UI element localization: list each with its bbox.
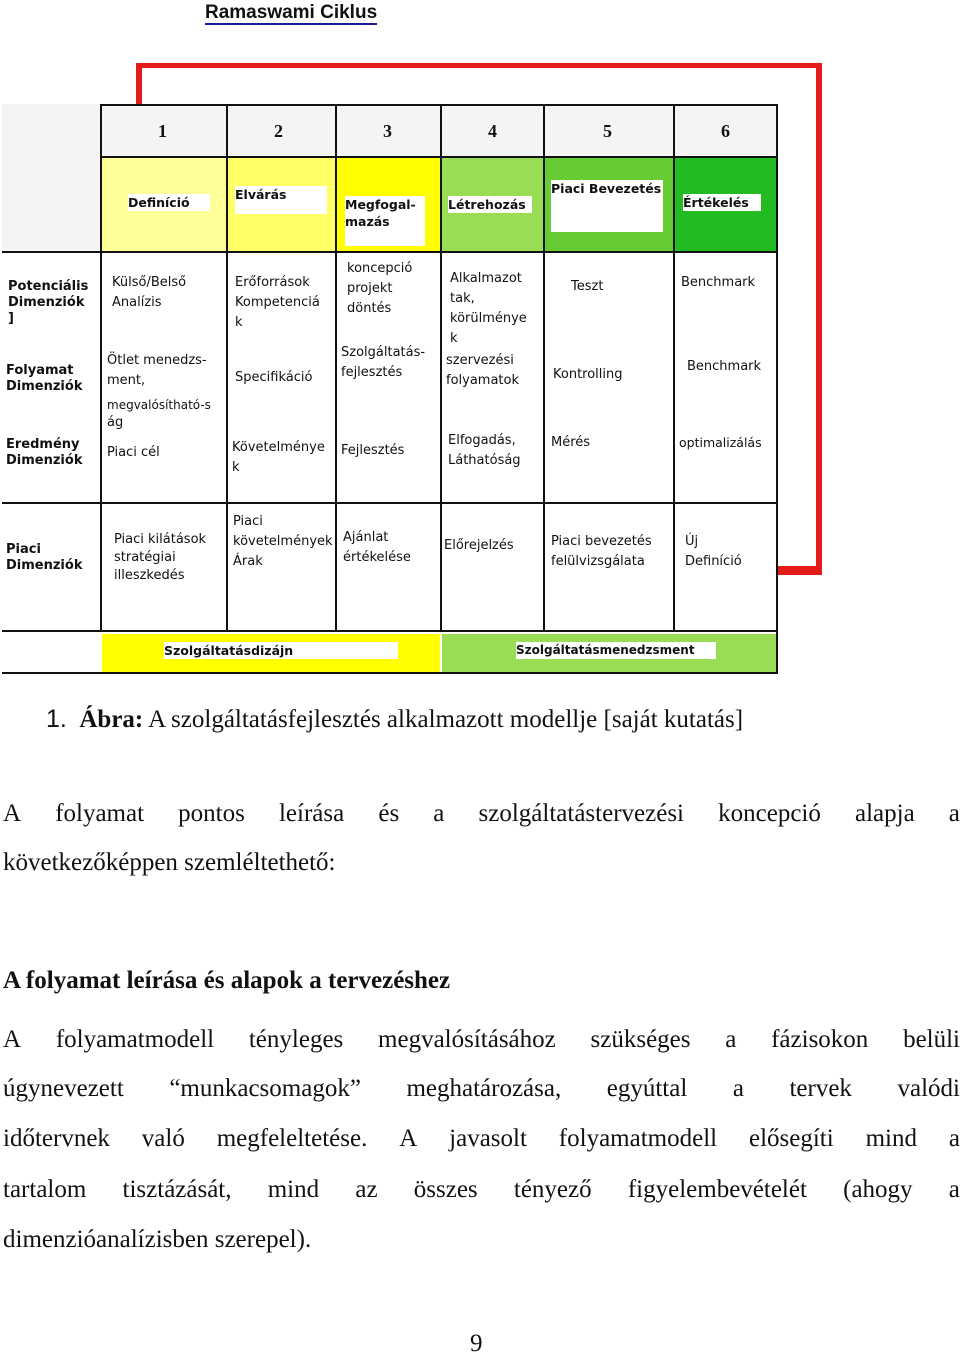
column-number: 5 (603, 121, 612, 141)
figure-caption: 1. Ábra: A szolgáltatásfejlesztés alkalmazott modellje [saját kutatás] (46, 705, 744, 733)
paragraph-1-line-1: A folyamat pontos leírása és a szolgáltatástervezési koncepció alapja a (3, 800, 960, 827)
section-heading: A folyamat leírása és alapok a tervezéshez (3, 967, 451, 994)
paragraph-1-line-2: következőképpen szemléltethető: (3, 849, 336, 876)
page-number: 9 (470, 1330, 483, 1357)
market-cell-4: Előrejelzés (442, 504, 543, 630)
paragraph-2-line-2: úgynevezett “munkacsomagok” meghatározása, egyúttal a tervek valódi (3, 1075, 960, 1102)
row-header-market: Piaci Dimenziók (2, 504, 100, 630)
column-number: 4 (488, 121, 497, 141)
market-cell-2: Piaci követelmények Árak (228, 504, 335, 630)
phase-label: Megfogal-mazás (345, 196, 425, 246)
figure-title: Ramaswami Ciklus (205, 2, 378, 23)
column-3-content: koncepció projekt döntés Szolgáltatás- fejlesztés Fejlesztés (337, 253, 440, 502)
paragraph-2-line-4: tartalom tisztázását, mind az összes tényező figyelembevételét (ahogy a (3, 1176, 960, 1203)
market-cell-6: Új Definíció (675, 504, 776, 630)
market-cell-1: Piaci kilátások stratégiai illeszkedés (102, 504, 226, 630)
column-6-content: Benchmark Benchmark optimalizálás (675, 253, 776, 502)
column-number: 3 (383, 121, 392, 141)
footer-service-design: Szolgáltatásdizájn (102, 634, 440, 672)
column-2-content: Erőforrások Kompetenciá k Specifikáció Követelménye k (228, 253, 335, 502)
phase-label: Értékelés (683, 194, 761, 211)
column-4-content: Alkalmazot tak, körülménye k szervezési folyamatok Elfogadás, Láthatóság (442, 253, 543, 502)
footer-service-management: Szolgáltatásmenedzsment (442, 634, 776, 672)
phase-label: Létrehozás (448, 196, 532, 213)
market-cell-3: Ajánlat értékelése (337, 504, 440, 630)
cycle-diagram (2, 104, 778, 674)
column-number: 2 (274, 121, 283, 141)
column-number: 6 (721, 121, 730, 141)
phase-label: Definíció (128, 194, 210, 211)
column-1-content: Külső/Belső Analízis Ötlet menedzs- ment, megvalósítható-s ág Piaci cél (102, 253, 226, 502)
phase-label: Elvárás (235, 186, 327, 214)
phase-label: Piaci Bevezetés (551, 180, 663, 232)
paragraph-2-line-5: dimenzióanalízisben szerepel). (3, 1226, 312, 1253)
paragraph-2-line-1: A folyamatmodell tényleges megvalósításához szükséges a fázisokon belüli (3, 1026, 960, 1053)
market-cell-5: Piaci bevezetés felülvizsgálata (545, 504, 673, 630)
column-5-content: Teszt Kontrolling Mérés (545, 253, 673, 502)
column-number: 1 (158, 121, 167, 141)
row-header-dimensions: Potenciális Dimenziók ] Folyamat Dimenziók Eredmény Dimenziók (2, 253, 100, 502)
paragraph-2-line-3: időtervnek való megfeleltetése. A javasolt folyamatmodell elősegíti mind a (3, 1125, 960, 1152)
